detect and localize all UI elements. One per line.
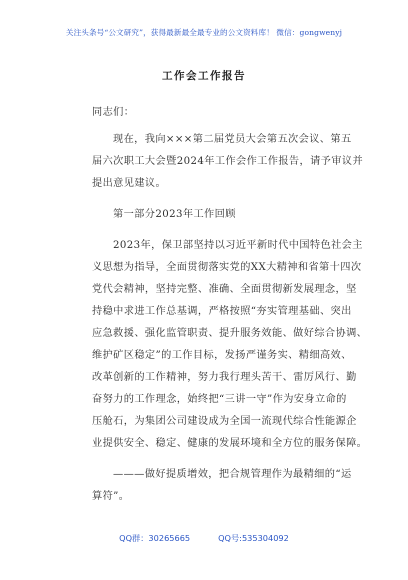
paragraph-line: 2023年，保卫部坚持以习近平新时代中国特色社会主 [113,240,363,251]
paragraph-line: 届六次职工大会暨2024年工作会作工作报告，请予审议并 [92,156,364,167]
paragraph-line: 持稳中求进工作总基调，严格按照“夯实管理基础、突出 [92,306,352,317]
document-title: 工作会工作报告 [162,70,246,82]
section-heading: 第一部分2023年工作回顾 [113,209,236,220]
paragraph-line: 压舱石，为集团公司建设成为全国一流现代综合性能源企 [92,416,357,427]
paragraph-line: 应急救援、强化监管职责、提升服务效能、做好综合协调、 [92,328,368,339]
header-banner: 关注头条号“公文研究”，获得最新最全最专业的公文资料库！ 微信：gongwenyj [65,28,343,37]
qq-group-text: QQ群：30265665 [119,533,191,543]
paragraph-line: 现在，我向×××第二届党员大会第五次会议、第五 [113,134,352,145]
footer-contact [0,533,408,544]
paragraph-line: 业提供安全、稳定、健康的发展环境和全方位的服务保障。 [92,438,368,449]
paragraph-line: 改革创新的工作精神，努力我行理头苦干、雷厉风行、勤 [92,372,357,383]
qq-number-text: QQ号:535304092 [218,533,289,543]
paragraph-line: 维护矿区稳定”的工作目标，发扬严谨务实、精细高效、 [92,350,352,361]
paragraph-line: 算符”。 [92,491,130,502]
paragraph-line: 义思想为指导，全面贯彻落实党的XX大精神和省第十四次 [92,262,362,273]
paragraph-line: 提出意见建议。 [92,178,167,189]
paragraph-line: 奋努力的工作理念，始终把“三讲一守”作为安身立命的 [92,394,347,405]
paragraph-line: ———做好提质增效，把合规管理作为最精细的“运 [113,469,352,480]
salutation: 同志们： [92,107,135,118]
paragraph-line: 党代会精神，坚持完整、准确、全面贯彻新发展理念，坚 [92,284,357,295]
